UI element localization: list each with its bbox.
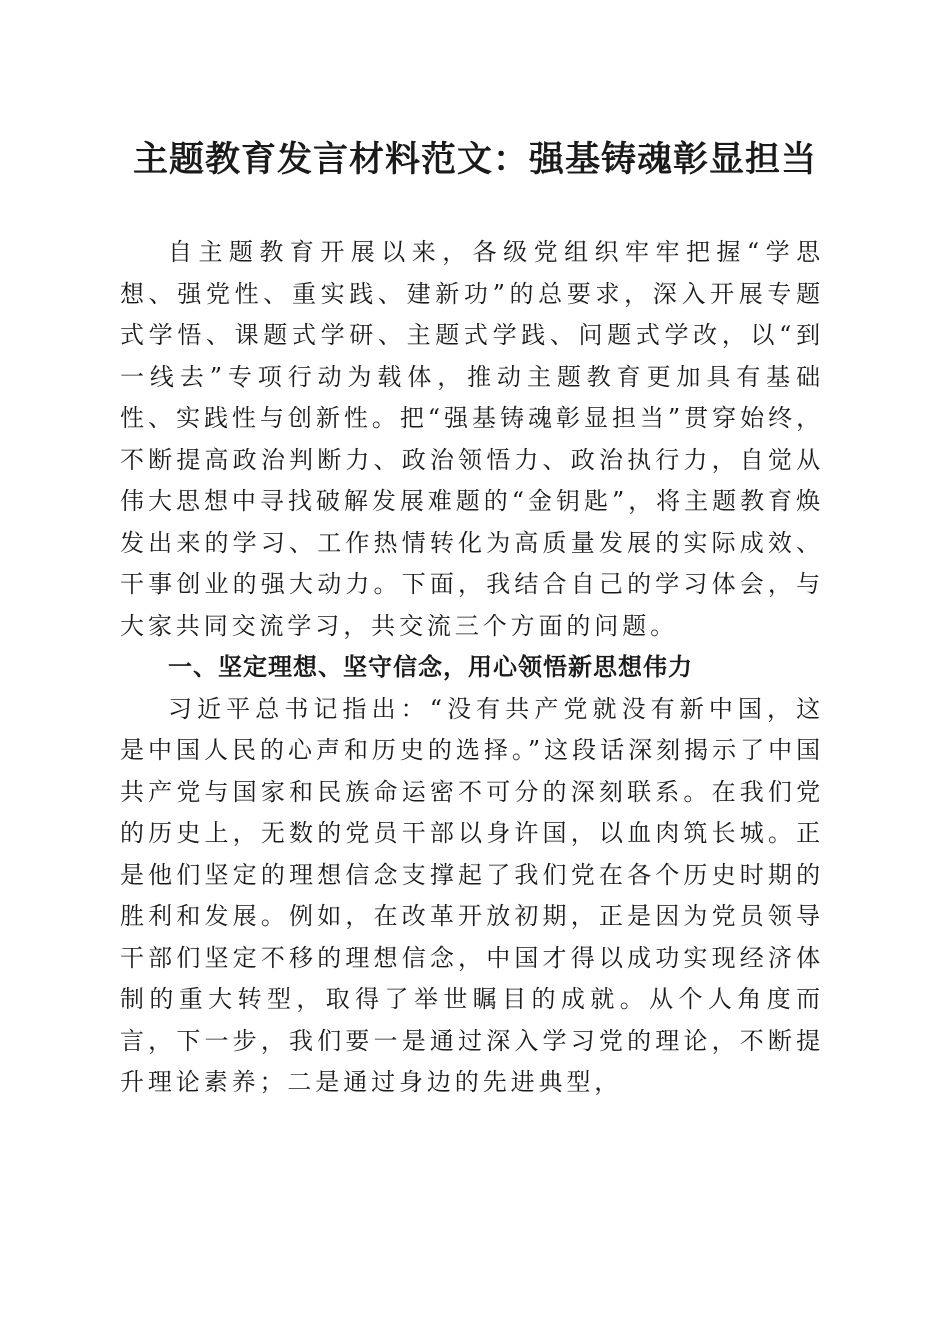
document-title: 主题教育发言材料范文：强基铸魂彰显担当 (132, 139, 817, 180)
section-heading-1: 一、坚定理想、坚守信念，用心领悟新思想伟力 (168, 653, 693, 681)
intro-paragraph: 自主题教育开展以来，各级党组织牢牢把握“学思想、强党性、重实践、建新功”的总要求，深入开展专题式学悟、课题式学研、主题式学践、问题式学改，以“到一线去”专项行动为载体，推动主题教育更加具有基础性、实践性与创新性。把“强基铸魂彰显担当”贯穿始终，不断提高政治判断力、政治领悟力、政治执行力，自觉从伟大思想中寻找破解发展难题的“金钥匙”，将主题教育焕发出来的学习、工作热情转化为高质量发展的实际成效、干事创业的强大动力。下面，我结合自己的学习体会，与大家共同交流学习，共交流三个方面的问题。 (120, 238, 824, 640)
section-paragraph-1: 习近平总书记指出：“没有共产党就没有新中国，这是中国人民的心声和历史的选择。”这段话深刻揭示了中国共产党与国家和民族命运密不可分的深刻联系。在我们党的历史上，无数的党员干部以身许国，以血肉筑长城。正是他们坚定的理想信念支撑起了我们党在各个历史时期的胜利和发展。例如，在改革开放初期，正是因为党员领导干部们坚定不移的理想信念，中国才得以成功实现经济体制的重大转型，取得了举世瞩目的成就。从个人角度而言，下一步，我们要一是通过深入学习党的理论，不断提升理论素养；二是通过身边的先进典型， (120, 694, 824, 1096)
document-body (120, 232, 824, 1104)
